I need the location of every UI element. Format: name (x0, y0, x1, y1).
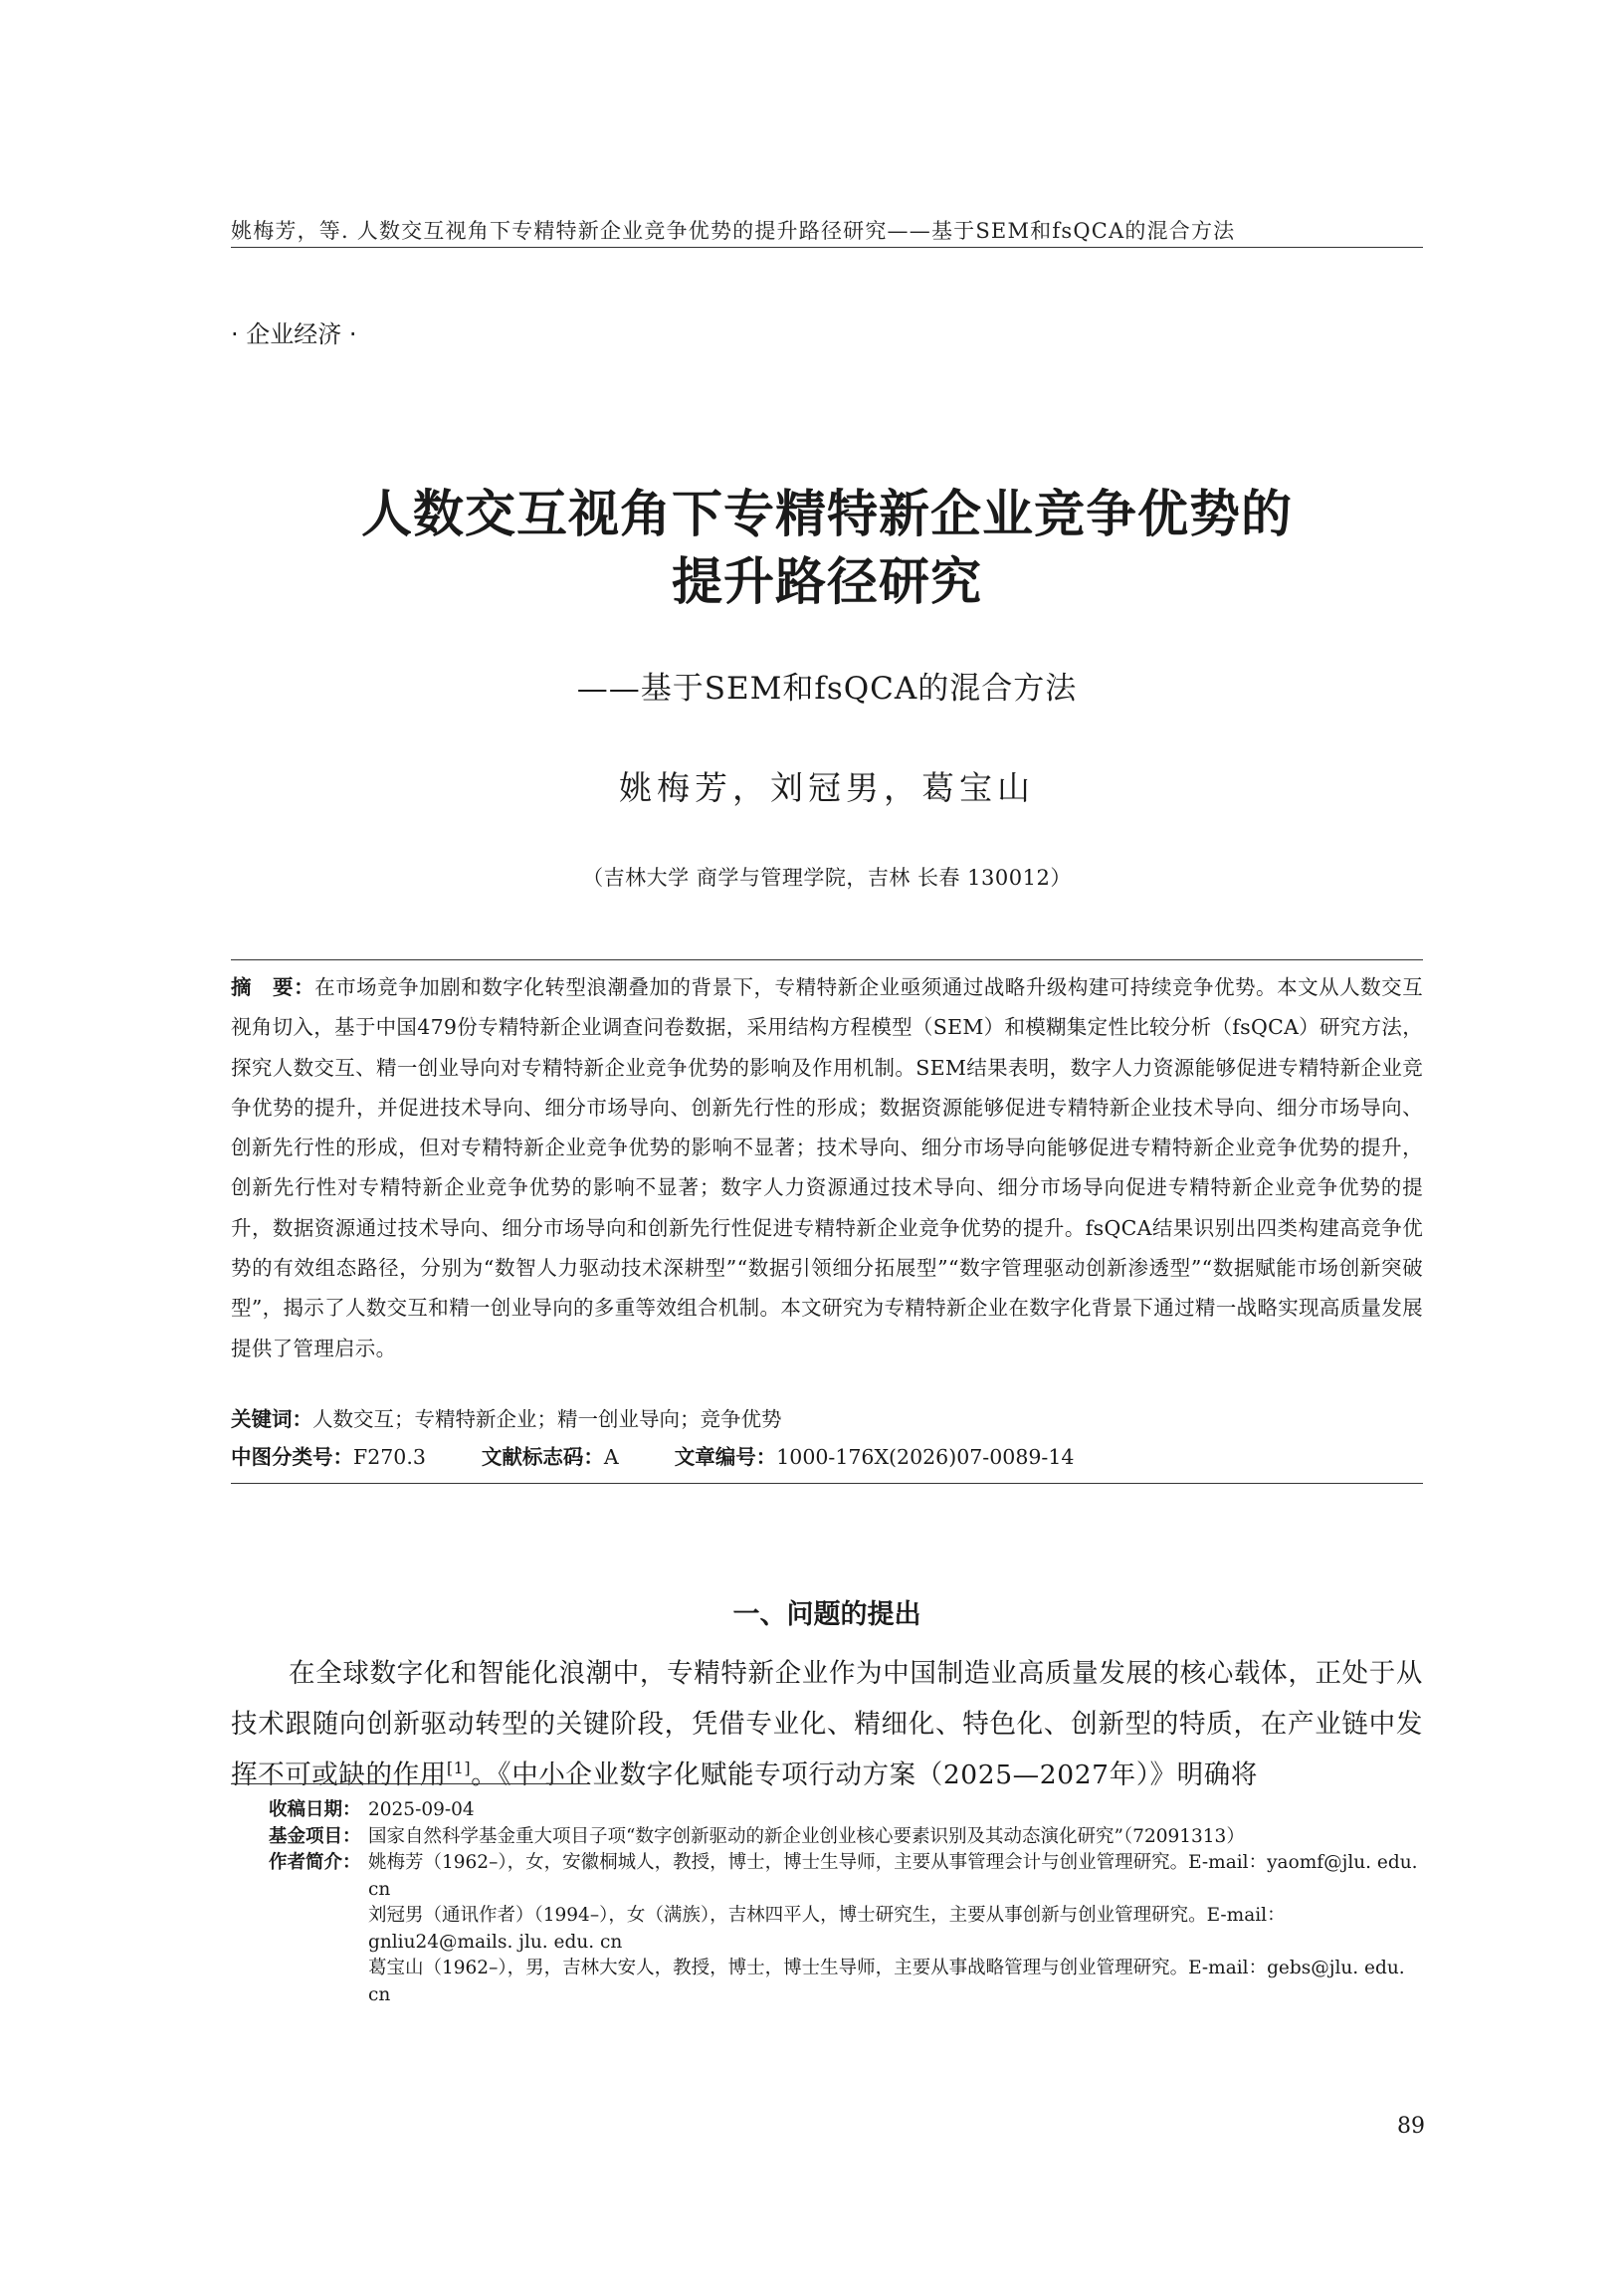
doc-code-label: 文献标志码： (481, 1445, 604, 1469)
keywords (231, 1401, 782, 1437)
abstract-label: 摘 要： (231, 975, 315, 999)
author-bio-2: 刘冠男（通讯作者）（1994–），女（满族），吉林四平人，博士研究生，主要从事创新与创业管理研究。E-mail：gnliu24@mails. jlu. edu. cn (368, 1905, 1286, 1953)
footnotes (269, 1797, 1425, 2008)
header-rule (231, 247, 1423, 248)
paper-subtitle: ——基于SEM和fsQCA的混合方法 (576, 671, 1078, 707)
author-bio-3: 葛宝山（1962–），男，吉林大安人，教授，博士，博士生导师，主要从事战略管理与创业管理研究。E-mail：gebs@jlu. edu. cn (368, 1958, 1405, 2005)
footnote-rule (231, 1783, 589, 1784)
classification-line (231, 1439, 1074, 1475)
doc-code-value: A (603, 1445, 619, 1469)
paper-title-line-1: 人数交互视角下专精特新企业竞争优势的 (360, 486, 1293, 544)
section-heading: 一、问题的提出 (732, 1599, 921, 1630)
abstract-text: 在市场竞争加剧和数字化转型浪潮叠加的背景下，专精特新企业亟须通过战略升级构建可持续竞争优势。本文从人数交互视角切入，基于中国479份专精特新企业调查问卷数据，采用结构方程模型（SEM）和模糊集定性比较分析（fsQCA）研究方法，探究人数交互、精一创业导向对专精特新企业竞争优势的影响及作用机制。SEM结果表明，数字人力资源能够促进专精特新企业竞争优势的提升，并促进技术导向、细分市场导向、创新先行性的形成；数据资源能够促进专精特新企业技术导向、细分市场导向、创新先行性的形成，但对专精特新企业竞争优势的影响不显著；技术导向、细分市场导向能够促进专精特新企业竞争优势的提升，创新先行性对专精特新企业竞争优势的影响不显著；数字人力资源通过技术导向、细分市场导向促进专精特新企业竞争优势的提升，数据资源通过技术导向、细分市场导向和创新先行性促进专精特新企业竞争优势的提升。fsQCA结果识别出四类构建高竞争优势的有效组态路径，分别为“数智人力驱动技术深耕型”“数据引领细分拓展型”“数字管理驱动创新渗透型”“数据赋能市场创新突破型”，揭示了人数交互和精一创业导向的多重等效组合机制。本文研究为专精特新企业在数字化背景下通过精一战略实现高质量发展提供了管理启示。 (231, 975, 1423, 1360)
running-header: 姚梅芳，等. 人数交互视角下专精特新企业竞争优势的提升路径研究——基于SEM和fsQCA的混合方法 (231, 219, 1236, 243)
footnote-received (269, 1797, 1425, 1824)
body-paragraph (231, 1648, 1423, 1800)
fund-label: 基金项目： (269, 1825, 361, 1847)
footnote-fund (269, 1824, 1425, 1851)
bio-label: 作者简介： (269, 1852, 361, 1873)
keywords-text: 人数交互；专精特新企业；精一创业导向；竞争优势 (312, 1407, 782, 1431)
article-no-label: 文章编号： (674, 1445, 777, 1469)
column-label: · 企业经济 · (231, 320, 357, 348)
citation-marker[interactable]: [1] (446, 1759, 472, 1778)
body-text-part-2: 。《中小企业数字化赋能专项行动方案（2025—2027年）》明确将 (471, 1760, 1258, 1790)
body-text-part-1: 在全球数字化和智能化浪潮中，专精特新企业作为中国制造业高质量发展的核心载体，正处于从技术跟随向创新驱动转型的关键阶段，凭借专业化、精细化、特色化、创新型的特质，在产业链中发挥不可或缺的作用 (231, 1658, 1423, 1790)
abstract (231, 967, 1423, 1368)
footnote-bio (269, 1850, 1425, 2008)
paper-title-line-2: 提升路径研究 (671, 553, 982, 612)
fund-value: 国家自然科学基金重大项目子项“数字创新驱动的新企业创业核心要素识别及其动态演化研究”（72091313） (368, 1825, 1245, 1847)
keywords-label: 关键词： (231, 1407, 312, 1431)
page-number: 89 (1397, 2114, 1425, 2139)
article-no-value: 1000-176X(2026)07-0089-14 (776, 1445, 1075, 1469)
received-label: 收稿日期： (269, 1799, 361, 1820)
author-bio-1: 姚梅芳（1962–），女，安徽桐城人，教授，博士，博士生导师，主要从事管理会计与创业管理研究。E-mail：yaomf@jlu. edu. cn (368, 1852, 1418, 1900)
clc-label: 中图分类号： (231, 1445, 353, 1469)
received-value: 2025-09-04 (368, 1799, 475, 1820)
author-list: 姚梅芳，刘冠男，葛宝山 (619, 768, 1035, 807)
abstract-bottom-rule (231, 1483, 1423, 1484)
author-affiliation: （吉林大学 商学与管理学院，吉林 长春 130012） (582, 866, 1072, 890)
clc-value: F270.3 (353, 1445, 426, 1469)
abstract-top-rule (231, 959, 1423, 960)
